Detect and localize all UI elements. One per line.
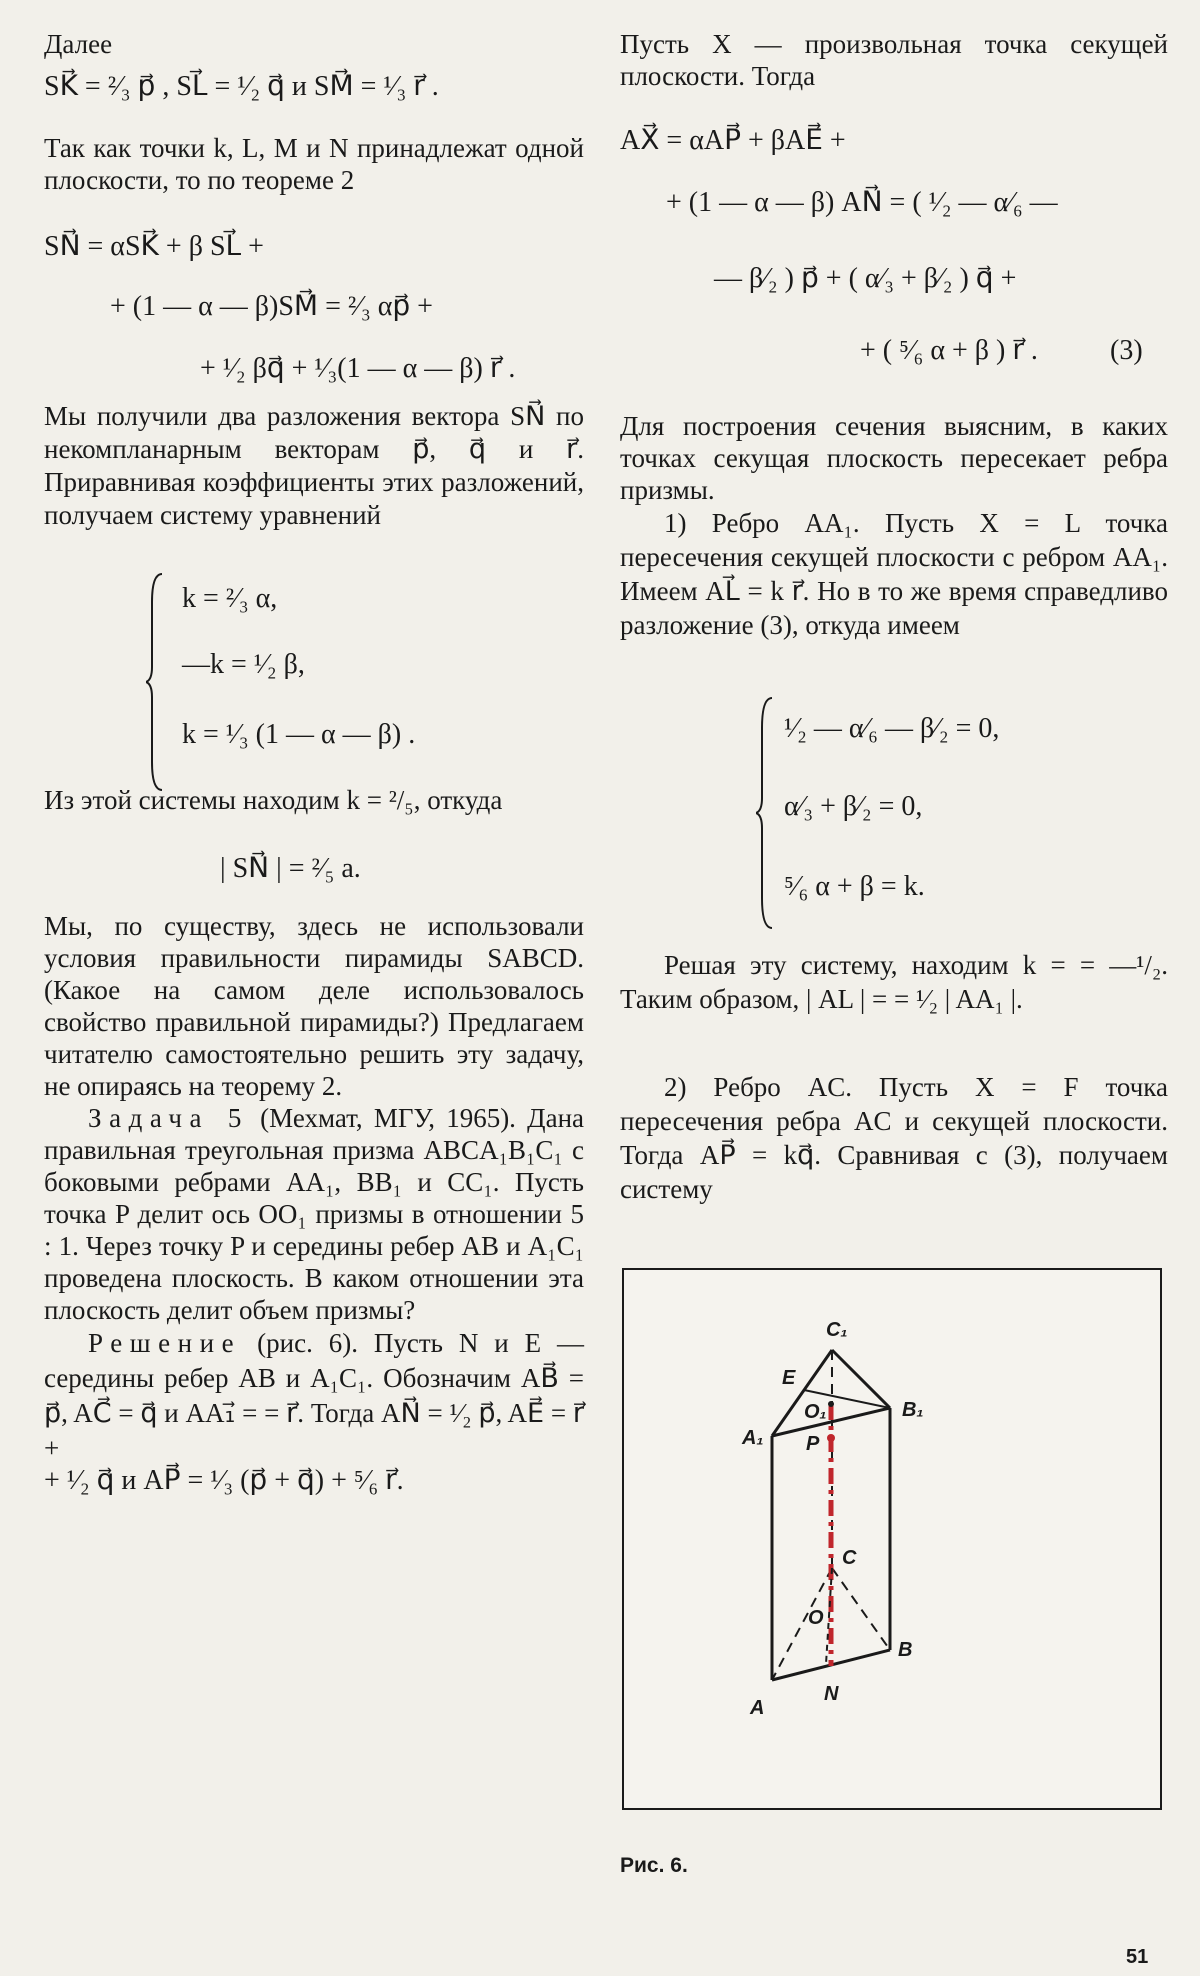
figure-frame xyxy=(623,1269,1161,1809)
label-e: E xyxy=(782,1367,796,1389)
label-n: N xyxy=(824,1683,839,1705)
system1-eq1: k = ²⁄₃ α, xyxy=(182,583,278,614)
paragraph-edge-ac: 2) Ребро AC. Пусть X = F точка пересечения ребра AC и секущей плоскости. Тогда AP⃗ = kq⃗. Сравнивая с (3), получаем систему xyxy=(620,1072,1168,1204)
paragraph-two-expansions: Мы получили два разложения вектора SN⃗ по некомпланарным векторам p⃗, q⃗ и r⃗. Приравнивая коэффициенты этих разложений, получаем систему уравнений xyxy=(44,401,584,530)
label-o: O xyxy=(808,1607,824,1629)
equation-sk-sl-sm: SK⃗ = ²⁄₃ p⃗ , SL⃗ = ¹⁄₂ q⃗ и SM⃗ = ¹⁄₃ r⃗ . xyxy=(44,71,439,102)
paragraph-point-x: Пусть X — произвольная точка секущей плоскости. Тогда xyxy=(620,29,1168,91)
paragraph-from-system: Из этой системы находим k = ²/₅, откуда xyxy=(44,785,503,815)
page-number: 51 xyxy=(1126,1946,1149,1968)
paragraph-points: Так как точки k, L, M и N принадлежат одной плоскости, то по теореме 2 xyxy=(44,133,584,195)
point-o1 xyxy=(828,1401,834,1407)
label-o1: O₁ xyxy=(804,1401,827,1423)
label-c: C xyxy=(842,1547,857,1569)
system2-eq3: ⁵⁄₆ α + β = k. xyxy=(784,871,925,902)
equation-ax-line2: + (1 — α — β) AN⃗ = ( ¹⁄₂ — α⁄₆ — xyxy=(666,187,1058,218)
paragraph-edge-aa1: 1) Ребро AA₁. Пусть X = L точка пересечения секущей плоскости с ребром AA₁. Имеем AL⃗ = k r⃗. Но в то же время справедливо разложение (3), откуда имеем xyxy=(620,508,1168,640)
figure-caption: Рис. 6. xyxy=(620,1854,688,1877)
label-c1: C₁ xyxy=(826,1319,848,1341)
solution xyxy=(44,1326,584,1466)
solution-label: Решение xyxy=(88,1328,242,1358)
paragraph-solve: Решая эту систему, находим k = = —¹/₂. Таким образом, | AL | = = ¹⁄₂ | AA₁ |. xyxy=(620,950,1168,1014)
system2-eq2: α⁄₃ + β⁄₂ = 0, xyxy=(784,791,923,822)
equation-ap: + ¹⁄₂ q⃗ и AP⃗ = ¹⁄₃ (p⃗ + q⃗) + ⁵⁄₆ r⃗. xyxy=(44,1465,404,1496)
equation-abs-sn: | SN⃗ | = ²⁄₅ a. xyxy=(220,853,361,884)
system1-eq2: —k = ¹⁄₂ β, xyxy=(182,649,305,680)
label-b: B xyxy=(898,1639,913,1661)
equation-ax-line3: — β⁄₂ ) p⃗ + ( α⁄₃ + β⁄₂ ) q⃗ + xyxy=(714,263,1017,294)
equation-sn-line3: + ¹⁄₂ βq⃗ + ¹⁄₃(1 — α — β) r⃗ . xyxy=(200,353,516,384)
paragraph-not-used: Мы, по существу, здесь не использовали условия правильности пирамиды SABCD. (Какое на самом деле использовалось свойство правильной пирамиды?) Предлагаем читателю самостоятельно решить эту задачу, не опираясь на теорему 2. xyxy=(44,911,584,1101)
label-a1: A₁ xyxy=(742,1427,764,1449)
equation-ax-line4: + ( ⁵⁄₆ α + β ) r⃗ . xyxy=(860,335,1038,366)
system-brace-left xyxy=(146,572,166,792)
equation-sn-line2: + (1 — α — β)SM⃗ = ²⁄₃ αp⃗ + xyxy=(110,291,433,322)
label-b1: B₁ xyxy=(902,1399,924,1421)
text-dalee: Далее xyxy=(44,29,113,59)
problem-text: (Мехмат, МГУ, 1965). Дана правильная треугольная призма ABCA₁B₁C₁ с боковыми ребрами AA₁, BB₁ и CC₁. Пусть точка P делит ось OO₁ призмы в отношении 5 : 1. Через точку P и середины ребер AB и A₁C₁ проведена плоскость. В каком отношении эта плоскость делит объем призмы? xyxy=(44,1103,584,1325)
problem-5 xyxy=(44,1102,584,1326)
figure-prism xyxy=(622,1268,1162,1810)
system2-eq1: ¹⁄₂ — α⁄₆ — β⁄₂ = 0, xyxy=(784,713,1000,744)
problem-label: Задача 5 xyxy=(88,1103,249,1133)
equation-sn-line1: SN⃗ = αSK⃗ + β SL⃗ + xyxy=(44,231,264,262)
label-a: A xyxy=(750,1697,765,1719)
point-p xyxy=(827,1434,835,1442)
equation-ax-line1: AX⃗ = αAP⃗ + βAE⃗ + xyxy=(620,125,846,156)
system1-eq3: k = ¹⁄₃ (1 — α — β) . xyxy=(182,719,416,750)
equation-number-3: (3) xyxy=(1110,335,1143,366)
label-p: P xyxy=(806,1433,820,1455)
solution-text: (рис. 6). Пусть N и E — середины ребер AB и A₁C₁. Обозначим AB⃗ = p⃗, AC⃗ = q⃗ и AA₁⃗ = = r⃗. Тогда AN⃗ = ¹⁄₂ p⃗, AE⃗ = r⃗ + xyxy=(44,1328,585,1463)
paragraph-build-section: Для построения сечения выясним, в каких точках секущая плоскость пересекает ребра призмы. xyxy=(620,411,1168,505)
system-brace-right xyxy=(756,696,776,930)
